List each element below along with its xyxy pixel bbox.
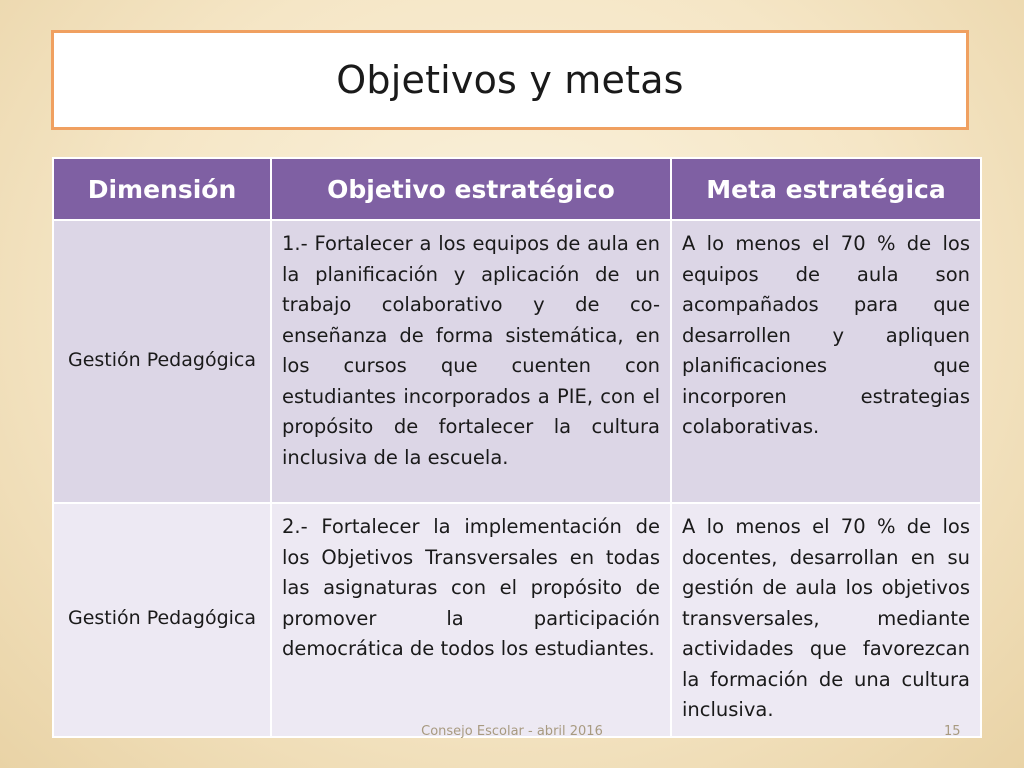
cell-goal: A lo menos el 70 % de los docentes, desarrollan en su gestión de aula los objetivos transversales, mediante actividades que favorezcan la formación de una cultura inclusiva. (671, 503, 981, 737)
slide-title-box (51, 30, 969, 130)
slide-title: Objetivos y metas (336, 58, 684, 102)
cell-goal: A lo menos el 70 % de los equipos de aula son acompañados para que desarrollen y apliquen planificaciones que incorporen estrategias colaborativas. (671, 220, 981, 503)
objectives-table (52, 157, 982, 738)
table-header-row (53, 158, 981, 220)
cell-dimension: Gestión Pedagógica (53, 503, 271, 737)
cell-objective: 1.- Fortalecer a los equipos de aula en la planificación y aplicación de un trabajo colaborativo y de co-enseñanza de forma sistemática, en los cursos que cuenten con estudiantes incorporados a PIE, con el propósito de fortalecer la cultura inclusiva de la escuela. (271, 220, 671, 503)
cell-objective: 2.- Fortalecer la implementación de los Objetivos Transversales en todas las asignaturas con el propósito de promover la participación democrática de todos los estudiantes. (271, 503, 671, 737)
cell-dimension: Gestión Pedagógica (53, 220, 271, 503)
header-objective: Objetivo estratégico (271, 158, 671, 220)
page-number: 15 (944, 724, 961, 739)
header-goal: Meta estratégica (671, 158, 981, 220)
header-dimension: Dimensión (53, 158, 271, 220)
footer-text: Consejo Escolar - abril 2016 (421, 724, 603, 739)
table-row (53, 220, 981, 503)
table-row (53, 503, 981, 737)
